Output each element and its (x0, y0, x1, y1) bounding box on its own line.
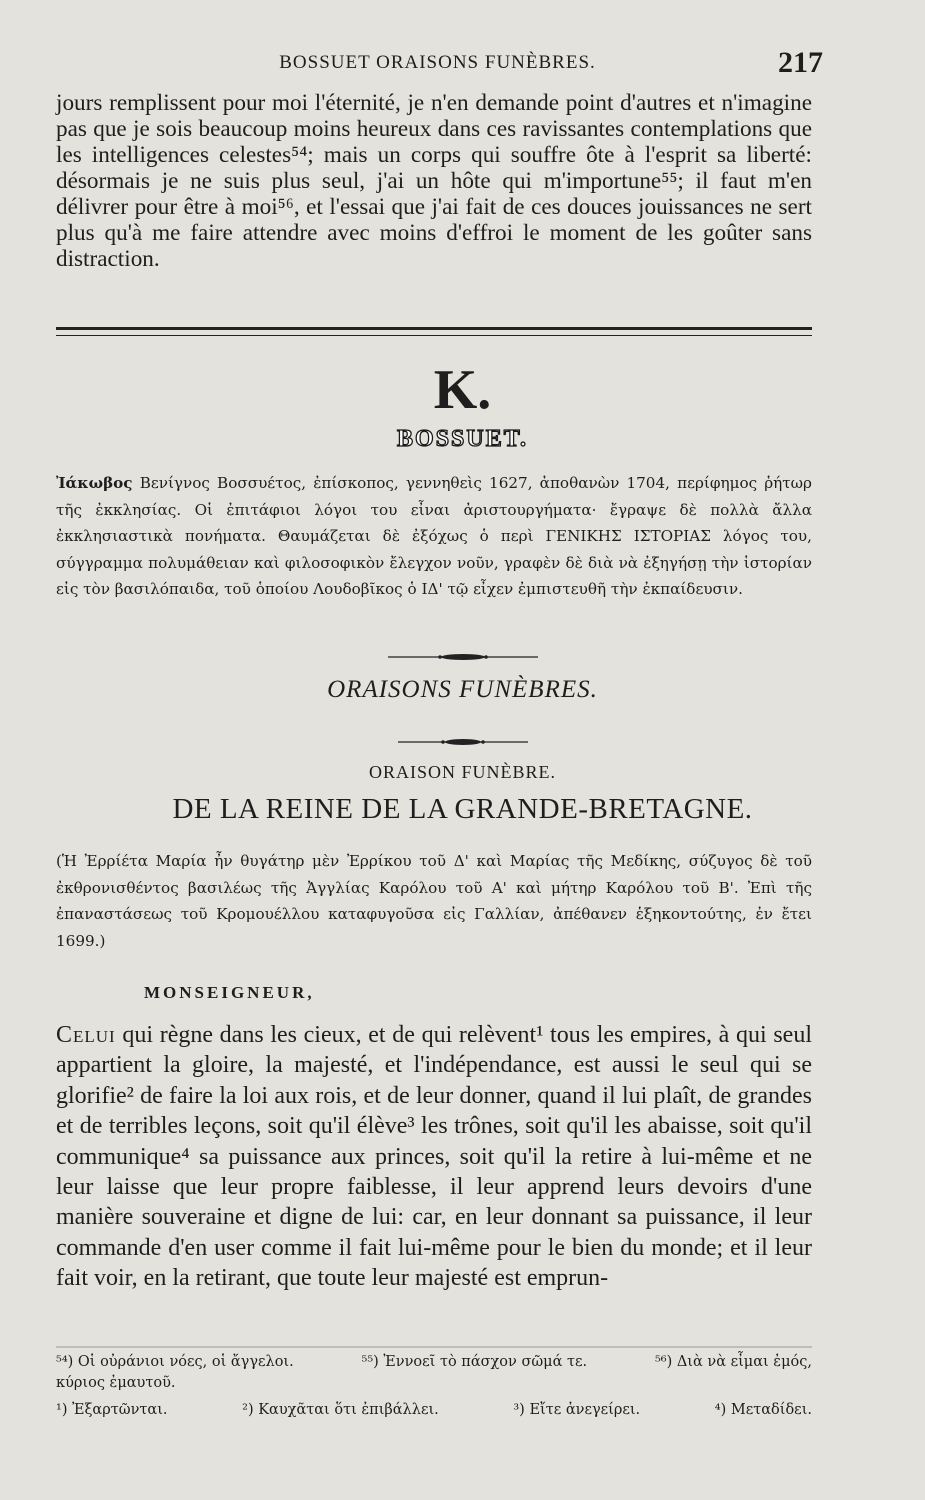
footnote-56-continued: κύριος ἐμαυτοῦ. (56, 1375, 176, 1391)
paragraph-top: jours remplissent pour moi l'éternité, je n'en demande point d'autres et n'imagine pas que je sois beaucoup moins heureux dans ces ravissantes contemplations que les intelligences celestes⁵⁴; mais un corps qui souffre ôte à l'esprit sa liberté: désormais je ne suis plus seul, j'ai un hôte qui m'importune⁵⁵; il faut m'en délivrer pour être à moi⁵⁶, et l'essai que j'ai fait de ces douces jouissances ne sert plus qu'à me faire attendre avec moins d'effroi le moment de les goûter sans distraction. (56, 90, 812, 272)
oration-title: DE LA REINE DE LA GRANDE-BRETAGNE. (172, 793, 753, 825)
footnote-divider (56, 1345, 812, 1349)
footnote-54: ⁵⁴) Οἱ οὐράνιοι νόες, οἱ ἄγγελοι. (56, 1354, 294, 1370)
ornament-rule (0, 648, 925, 660)
oration-paragraph (56, 1020, 812, 1294)
ornament-rule (0, 733, 925, 745)
oration-body: qui règne dans les cieux, et de qui relèvent¹ tous les empires, à qui seul appartient la gloire, la majesté, et l'indépendance, est aussi le seul qui se glorifie² de faire la loi aux rois, et de leur donner, quand il lui plaît, de grandes et de terribles leçons, soit qu'il élève³ les trônes, soit qu'il les abaisse, soit qu'il communique⁴ sa puissance aux princes, soit qu'il la retire à lui-même et ne leur laisse que leur propre faiblesse, il leur apprend leurs devoirs d'une manière souveraine et digne de lui: car, en leur donnant sa puissance, il leur commande d'en user comme il fait lui-même pour le bien du monde; et il leur fait voir, en la retirant, que toute leur majesté est emprun- (56, 1022, 812, 1292)
author-heading: BOSSUET. (397, 426, 528, 452)
running-title: BOSSUET ORAISONS FUNÈBRES. (279, 52, 596, 73)
footnote-row (56, 1400, 812, 1421)
footnote-1: ¹) Ἐξαρτῶνται. (56, 1402, 168, 1418)
oration-subtitle: ORAISON FUNÈBRE. (368, 762, 557, 782)
footnote-3: ³) Εἴτε ἀνεγείρει. (513, 1402, 641, 1418)
opening-word: Celui (56, 1022, 116, 1048)
page-number: 217 (778, 46, 823, 79)
bio-lead: Ἰάκωβος (56, 474, 133, 492)
bio-text: Βενίγνος Βοσσυέτος, ἐπίσκοπος, γεννηθεὶς 1627, ἀποθανὼν 1704, περίφημος ῥήτωρ τῆς ἐκκλησίας. Οἱ ἐπιτάφιοι λόγοι του εἶναι ἀριστουργήματα· ἔγραψε δὲ πολλὰ ἄλλα ἐκκλησιαστικὰ πονήματα. Θαυμάζεται δὲ ἐξόχως ὁ περὶ ΓΕΝΙΚΗΣ ΙΣΤΟΡΙΑΣ λόγος του, σύγγραμμα πολυμάθειαν καὶ φιλοσοφικὸν ἔλεγχον νοῦν, γραφὲν δὲ διὰ νὰ ἐξηγήσῃ τὴν ἱστορίαν εἰς τὸν βασιλόπαιδα, τοῦ ὁποίου Λουδοβῖκος ὁ ΙΔ' τῷ εἶχεν ἐμπιστευθῆ τὴν ἐκπαίδευσιν. (56, 474, 812, 599)
section-divider (56, 327, 812, 336)
footnote-4: ⁴) Μεταδίδει. (714, 1402, 812, 1418)
oration-intro: (Ἡ Ἐρρίέτα Μαρία ἦν θυγάτηρ μὲν Ἐρρίκου τοῦ Δ' καὶ Μαρίας τῆς Μεδίκης, σύζυγος δὲ τοῦ ἐκθρονισθέντος βασιλέως τῆς Ἀγγλίας Καρόλου τοῦ Α' καὶ μήτηρ Καρόλου τοῦ Β'. Ἐπὶ τῆς ἐπαναστάσεως τοῦ Κρομουέλλου καταφυγοῦσα εἰς Γαλλίαν, ἀπέθανεν ἑξηκοντούτης, ἐν ἔτει 1699.) (56, 852, 812, 950)
footnote-56: ⁵⁶) Διὰ νὰ εἶμαι ἐμός, (654, 1354, 812, 1370)
footnotes (56, 1352, 812, 1421)
footnote-55: ⁵⁵) Ἐννοεῖ τὸ πάσχον σῶμά τε. (361, 1354, 588, 1370)
salutation: MONSEIGNEUR, (144, 983, 315, 1002)
page-header (50, 46, 825, 86)
section-title: ORAISONS FUNÈBRES. (327, 676, 598, 703)
author-biography (56, 470, 812, 603)
footnote-row (56, 1352, 812, 1373)
footnote-2: ²) Καυχᾶται ὅτι ἐπιβάλλει. (242, 1402, 439, 1418)
section-letter: K. (433, 359, 492, 421)
